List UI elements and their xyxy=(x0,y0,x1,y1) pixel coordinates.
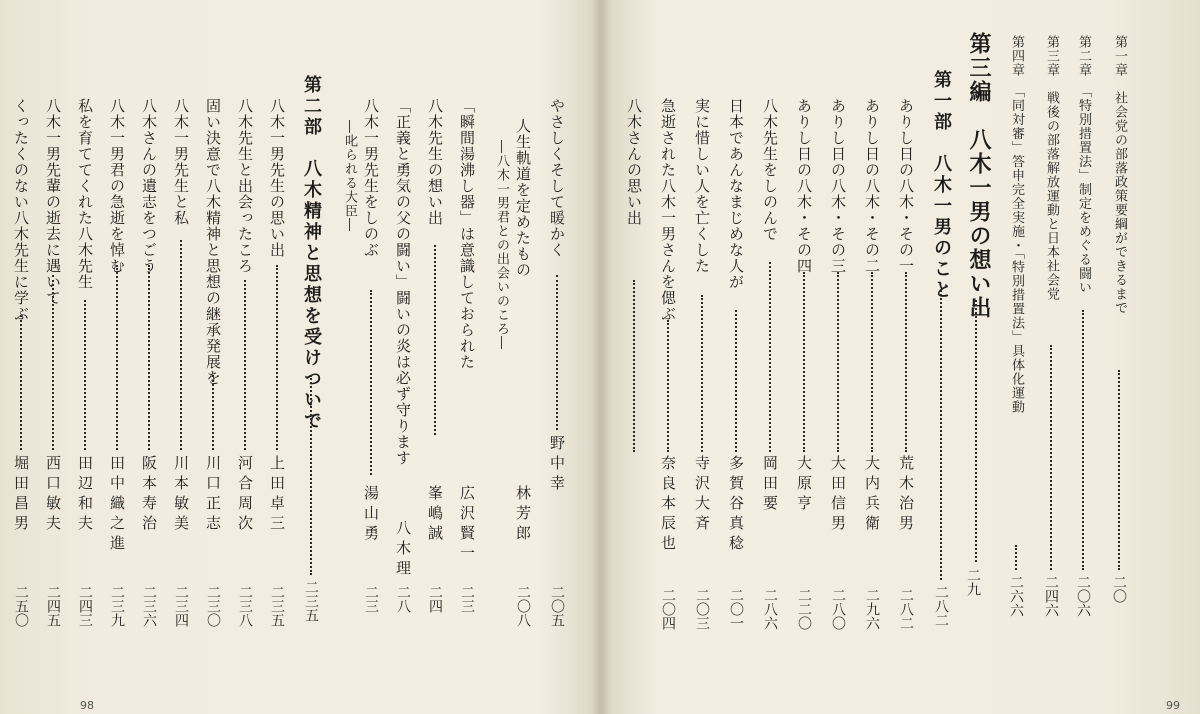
entry-page-number: 二〇八 xyxy=(515,585,531,627)
entry-author: 川本敏美 xyxy=(172,455,190,535)
toc-subtitle xyxy=(490,0,512,714)
toc-entry xyxy=(170,0,192,714)
entry-page-number: 二〇三 xyxy=(694,588,710,630)
entry-title: 八木一男先輩の逝去に遇いて xyxy=(44,98,62,306)
dot-leader xyxy=(148,265,150,450)
dot-leader xyxy=(1118,370,1120,570)
entry-page-number: 二三 xyxy=(459,585,475,613)
entry-title: 八木一男先生と私 xyxy=(172,98,190,226)
dot-leader xyxy=(370,290,372,475)
entry-title: ありし日の八木・その四 xyxy=(795,98,813,274)
dot-leader xyxy=(244,280,246,450)
entry-title: ありし日の八木・その二 xyxy=(863,98,881,274)
entry-page-number: 二四 xyxy=(427,585,443,613)
entry-author: 多賀谷真稔 xyxy=(727,455,745,555)
entry-author: 林芳郎 xyxy=(514,485,532,545)
entry-title: 八木先生の想い出 xyxy=(426,98,444,226)
entry-page-number: 二九 xyxy=(965,568,981,596)
entry-author: 奈良本辰也 xyxy=(659,455,677,555)
entry-author: 湯山勇 xyxy=(362,485,380,545)
dot-leader xyxy=(556,275,558,430)
toc-entry xyxy=(360,0,382,714)
toc-entry xyxy=(106,0,128,714)
entry-author: 広沢賢一 xyxy=(458,485,476,565)
toc-entry xyxy=(827,0,849,714)
dot-leader xyxy=(20,315,22,450)
entry-page-number: 二八二 xyxy=(898,588,914,630)
toc-entry xyxy=(1005,0,1027,714)
entry-subtitle: ―八木一男君との出会いのころ― xyxy=(494,140,509,350)
entry-page-number: 二九六 xyxy=(864,588,880,630)
entry-page-number: 二三六 xyxy=(141,585,157,627)
toc-entry xyxy=(512,0,534,714)
toc-entry xyxy=(793,0,815,714)
page-folio: 98 xyxy=(80,699,94,712)
entry-title: 八木先生をしのんで xyxy=(761,98,779,242)
dot-leader xyxy=(769,262,771,452)
entry-title: くったくのない八木先生に学ぶ xyxy=(12,98,30,322)
entry-page-number: 二八二 xyxy=(933,585,949,627)
page-folio: 99 xyxy=(1166,699,1180,712)
entry-page-number: 二五〇 xyxy=(13,585,29,627)
entry-page-number: 二〇一 xyxy=(728,588,744,630)
entry-title: 八木さんの遺志をつごう xyxy=(140,98,158,274)
entry-page-number: 二八〇 xyxy=(830,588,846,630)
entry-title: 私を育ててくれた八木先生 xyxy=(76,98,94,290)
dot-leader xyxy=(871,272,873,452)
toc-entry xyxy=(759,0,781,714)
dot-leader xyxy=(1082,310,1084,570)
dot-leader xyxy=(837,272,839,452)
entry-title: 「瞬間湯沸し器」は意識しておられた xyxy=(458,98,476,370)
dot-leader xyxy=(940,290,942,580)
entry-author: 上田卓三 xyxy=(268,455,286,535)
dot-leader xyxy=(633,280,635,452)
dot-leader xyxy=(310,375,312,575)
toc-entry xyxy=(895,0,917,714)
dot-leader xyxy=(701,295,703,452)
entry-author: 八木理 xyxy=(394,520,412,580)
dot-leader xyxy=(975,300,977,562)
entry-author: 西口敏夫 xyxy=(44,455,62,535)
entry-title: 八木一男先生の思い出 xyxy=(268,98,286,258)
entry-page-number: 二〇六 xyxy=(1075,575,1091,617)
entry-page-number: 二四三 xyxy=(77,585,93,627)
entry-title: ありし日の八木・その三 xyxy=(829,98,847,274)
entry-page-number: 二二〇 xyxy=(796,588,812,630)
dot-leader xyxy=(905,272,907,452)
toc-entry xyxy=(546,0,568,714)
entry-title: 八木一男先生をしのぶ xyxy=(362,98,380,258)
toc-entry xyxy=(1072,0,1094,714)
section-heading xyxy=(930,0,952,714)
entry-page-number: 二八 xyxy=(395,585,411,613)
part-heading xyxy=(962,0,990,714)
entry-page-number: 二〇五 xyxy=(549,585,565,627)
entry-page-number: 二三〇 xyxy=(205,585,221,627)
entry-page-number: 二六六 xyxy=(1008,575,1024,617)
entry-title: 八木一男君の急逝を悼む xyxy=(108,98,126,274)
entry-page-number: 二四六 xyxy=(1043,575,1059,617)
toc-subtitle xyxy=(338,0,360,714)
entry-page-number: 二三五 xyxy=(303,580,319,622)
right-page xyxy=(600,0,1200,714)
entry-title: 第三章 戦後の部落解放運動と日本社会党 xyxy=(1044,35,1059,301)
entry-title: 人生軌道を定めたもの xyxy=(514,118,532,278)
toc-entry xyxy=(10,0,32,714)
dot-leader xyxy=(84,300,86,450)
dot-leader xyxy=(1015,545,1017,570)
toc-entry xyxy=(266,0,288,714)
entry-author: 田辺和夫 xyxy=(76,455,94,535)
entry-title: やさしくそして暖かく xyxy=(548,98,566,258)
section-title: 第一部 八木一男のこと xyxy=(931,70,952,301)
entry-subtitle: ―叱られる大臣― xyxy=(342,120,357,232)
entry-author: 岡田要 xyxy=(761,455,779,515)
section-title: 第二部 八木精神と思想を受けついで xyxy=(301,75,322,432)
toc-entry xyxy=(138,0,160,714)
entry-title: 第四章 「同対審」答申完全実施・「特別措置法」具体化運動 xyxy=(1009,35,1024,414)
toc-entry xyxy=(1108,0,1130,714)
entry-author: 野中幸 xyxy=(548,435,566,495)
toc-entry xyxy=(691,0,713,714)
dot-leader xyxy=(667,320,669,452)
entry-author: 荒木治男 xyxy=(897,455,915,535)
dot-leader xyxy=(116,265,118,450)
entry-page-number: 二〇四 xyxy=(660,588,676,630)
entry-title: 急逝された八木一男さんを偲ぶ xyxy=(659,98,677,322)
entry-page-number: 二八六 xyxy=(762,588,778,630)
entry-title: 日本であんなまじめな人が xyxy=(727,98,745,290)
entry-author: 大原亨 xyxy=(795,455,813,515)
section-heading xyxy=(300,0,322,714)
toc-entry xyxy=(456,0,478,714)
entry-page-number: 二三四 xyxy=(173,585,189,627)
entry-title: 第一章 社会党の部落政策要綱ができるまで xyxy=(1112,35,1127,315)
part-title: 第三編 八木一男の想い出 xyxy=(966,32,992,320)
toc-entry xyxy=(42,0,64,714)
entry-author: 河合周次 xyxy=(236,455,254,535)
entry-title: 固い決意で八木精神と思想の継承発展を xyxy=(204,98,222,386)
toc-entry xyxy=(74,0,96,714)
entry-author: 田中織之進 xyxy=(108,455,126,555)
entry-author: 大内兵衛 xyxy=(863,455,881,535)
toc-entry xyxy=(202,0,224,714)
toc-entry xyxy=(623,0,645,714)
entry-title: 八木さんの思い出 xyxy=(625,98,643,226)
dot-leader xyxy=(735,310,737,452)
toc-entry xyxy=(657,0,679,714)
entry-page-number: 二三八 xyxy=(237,585,253,627)
dot-leader xyxy=(434,245,436,435)
dot-leader xyxy=(212,375,214,450)
entry-title: 「正義と勇気の父の闘い」闘いの炎は必ず守ります xyxy=(394,98,412,466)
entry-page-number: 二〇 xyxy=(1111,575,1127,603)
entry-author: 川口正志 xyxy=(204,455,222,535)
entry-page-number: 二三五 xyxy=(269,585,285,627)
entry-author: 阪本寿治 xyxy=(140,455,158,535)
toc-entry xyxy=(424,0,446,714)
entry-title: ありし日の八木・その一 xyxy=(897,98,915,274)
entry-page-number: 二三九 xyxy=(109,585,125,627)
toc-entry xyxy=(725,0,747,714)
entry-author: 峯嶋誠 xyxy=(426,485,444,545)
toc-entry xyxy=(392,0,414,714)
entry-author: 大田信男 xyxy=(829,455,847,535)
toc-entry xyxy=(861,0,883,714)
toc-entry xyxy=(1040,0,1062,714)
entry-title: 第二章 「特別措置法」制定をめぐる闘い xyxy=(1076,35,1091,295)
dot-leader xyxy=(276,265,278,450)
toc-entry xyxy=(234,0,256,714)
entry-page-number: 二四五 xyxy=(45,585,61,627)
entry-author: 堀田昌男 xyxy=(12,455,30,535)
entry-title: 実に惜しい人を亡くした xyxy=(693,98,711,274)
entry-page-number: 二三 xyxy=(363,585,379,613)
dot-leader xyxy=(180,240,182,450)
dot-leader xyxy=(803,272,805,452)
dot-leader xyxy=(1050,345,1052,570)
entry-author: 寺沢大斉 xyxy=(693,455,711,535)
entry-title: 八木先生と出会ったころ xyxy=(236,98,254,274)
dot-leader xyxy=(52,275,54,450)
